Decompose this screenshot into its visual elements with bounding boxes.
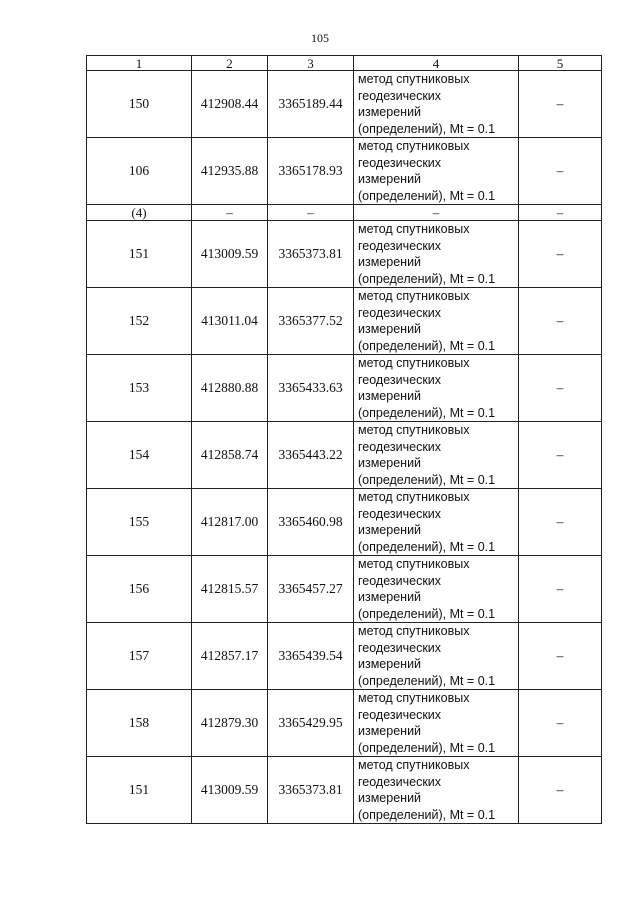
method-line: (определений), Mt = 0.1 bbox=[358, 539, 496, 554]
page-number: 105 bbox=[311, 31, 329, 45]
method-cell bbox=[354, 138, 519, 205]
method-cell bbox=[354, 556, 519, 623]
method-line: измерений bbox=[358, 724, 422, 738]
method-line: (определений), Mt = 0.1 bbox=[358, 606, 496, 621]
method-line: (определений), Mt = 0.1 bbox=[358, 121, 496, 136]
separator-y-cell: – bbox=[268, 205, 354, 221]
point-number-cell: 153 bbox=[87, 355, 192, 422]
method-cell bbox=[354, 288, 519, 355]
method-line: метод спутниковых bbox=[358, 490, 470, 504]
header-cell-5: 5 bbox=[519, 56, 602, 71]
x-coordinate-cell: 412908.44 bbox=[192, 71, 268, 138]
point-number-cell: 156 bbox=[87, 556, 192, 623]
note-cell: – bbox=[519, 623, 602, 690]
method-line: измерений bbox=[358, 322, 422, 336]
method-line: геодезических bbox=[358, 88, 442, 103]
point-number-cell: 151 bbox=[87, 757, 192, 824]
method-line: (определений), Mt = 0.1 bbox=[358, 405, 496, 420]
table-row bbox=[87, 489, 602, 556]
method-line: метод спутниковых bbox=[358, 758, 470, 772]
method-line: (определений), Mt = 0.1 bbox=[358, 472, 496, 487]
method-line: (определений), Mt = 0.1 bbox=[358, 188, 496, 203]
point-number-cell: 151 bbox=[87, 221, 192, 288]
point-number-cell: 158 bbox=[87, 690, 192, 757]
note-cell: – bbox=[519, 556, 602, 623]
point-number-cell: 150 bbox=[87, 71, 192, 138]
method-line: измерений bbox=[358, 657, 422, 671]
note-cell: – bbox=[519, 221, 602, 288]
method-line: метод спутниковых bbox=[358, 139, 470, 153]
method-line: (определений), Mt = 0.1 bbox=[358, 271, 496, 286]
note-cell: – bbox=[519, 355, 602, 422]
method-line: измерений bbox=[358, 456, 422, 470]
method-line: (определений), Mt = 0.1 bbox=[358, 807, 496, 822]
x-coordinate-cell: 413009.59 bbox=[192, 757, 268, 824]
method-line: геодезических bbox=[358, 774, 442, 789]
note-cell: – bbox=[519, 690, 602, 757]
y-coordinate-cell: 3365457.27 bbox=[268, 556, 354, 623]
note-cell: – bbox=[519, 138, 602, 205]
table-row bbox=[87, 221, 602, 288]
coordinates-table bbox=[86, 55, 602, 824]
x-coordinate-cell: 412815.57 bbox=[192, 556, 268, 623]
table-row bbox=[87, 138, 602, 205]
table-row bbox=[87, 556, 602, 623]
method-line: геодезических bbox=[358, 439, 442, 454]
x-coordinate-cell: 412879.30 bbox=[192, 690, 268, 757]
point-number-cell: 152 bbox=[87, 288, 192, 355]
method-line: метод спутниковых bbox=[358, 423, 470, 437]
point-number-cell: 155 bbox=[87, 489, 192, 556]
x-coordinate-cell: 412858.74 bbox=[192, 422, 268, 489]
y-coordinate-cell: 3365189.44 bbox=[268, 71, 354, 138]
x-coordinate-cell: 412817.00 bbox=[192, 489, 268, 556]
y-coordinate-cell: 3365373.81 bbox=[268, 221, 354, 288]
method-cell bbox=[354, 757, 519, 824]
y-coordinate-cell: 3365377.52 bbox=[268, 288, 354, 355]
method-line: измерений bbox=[358, 105, 422, 119]
method-line: метод спутниковых bbox=[358, 691, 470, 705]
header-cell-1: 1 bbox=[87, 56, 192, 71]
y-coordinate-cell: 3365373.81 bbox=[268, 757, 354, 824]
point-number-cell: 154 bbox=[87, 422, 192, 489]
note-cell: – bbox=[519, 757, 602, 824]
table-row bbox=[87, 690, 602, 757]
method-line: метод спутниковых bbox=[358, 624, 470, 638]
table-row bbox=[87, 422, 602, 489]
x-coordinate-cell: 412857.17 bbox=[192, 623, 268, 690]
separator-x-cell: – bbox=[192, 205, 268, 221]
method-line: геодезических bbox=[358, 372, 442, 387]
header-cell-3: 3 bbox=[268, 56, 354, 71]
x-coordinate-cell: 413011.04 bbox=[192, 288, 268, 355]
method-line: геодезических bbox=[358, 707, 442, 722]
method-line: метод спутниковых bbox=[358, 356, 470, 370]
method-line: измерений bbox=[358, 172, 422, 186]
method-line: геодезических bbox=[358, 573, 442, 588]
separator-point-cell: (4) bbox=[87, 205, 192, 221]
point-number-cell: 157 bbox=[87, 623, 192, 690]
table-row bbox=[87, 288, 602, 355]
x-coordinate-cell: 412935.88 bbox=[192, 138, 268, 205]
table-row bbox=[87, 623, 602, 690]
y-coordinate-cell: 3365178.93 bbox=[268, 138, 354, 205]
method-line: геодезических bbox=[358, 238, 442, 253]
method-cell bbox=[354, 355, 519, 422]
method-line: измерений bbox=[358, 389, 422, 403]
method-cell bbox=[354, 422, 519, 489]
method-line: геодезических bbox=[358, 305, 442, 320]
method-cell bbox=[354, 221, 519, 288]
method-line: (определений), Mt = 0.1 bbox=[358, 673, 496, 688]
note-cell: – bbox=[519, 288, 602, 355]
table-row bbox=[87, 71, 602, 138]
method-cell bbox=[354, 489, 519, 556]
note-cell: – bbox=[519, 71, 602, 138]
x-coordinate-cell: 413009.59 bbox=[192, 221, 268, 288]
y-coordinate-cell: 3365439.54 bbox=[268, 623, 354, 690]
contour-separator-row bbox=[87, 205, 602, 221]
method-line: геодезических bbox=[358, 155, 442, 170]
method-cell bbox=[354, 71, 519, 138]
method-line: геодезических bbox=[358, 640, 442, 655]
separator-method-cell: – bbox=[354, 205, 519, 221]
table-row bbox=[87, 757, 602, 824]
note-cell: – bbox=[519, 422, 602, 489]
header-row bbox=[87, 56, 602, 71]
method-line: измерений bbox=[358, 590, 422, 604]
y-coordinate-cell: 3365429.95 bbox=[268, 690, 354, 757]
method-line: метод спутниковых bbox=[358, 289, 470, 303]
header-cell-2: 2 bbox=[192, 56, 268, 71]
header-cell-4: 4 bbox=[354, 56, 519, 71]
method-line: измерений bbox=[358, 255, 422, 269]
note-cell: – bbox=[519, 489, 602, 556]
method-cell bbox=[354, 623, 519, 690]
y-coordinate-cell: 3365460.98 bbox=[268, 489, 354, 556]
method-line: (определений), Mt = 0.1 bbox=[358, 338, 496, 353]
method-line: (определений), Mt = 0.1 bbox=[358, 740, 496, 755]
point-number-cell: 106 bbox=[87, 138, 192, 205]
method-line: метод спутниковых bbox=[358, 72, 470, 86]
method-cell bbox=[354, 690, 519, 757]
x-coordinate-cell: 412880.88 bbox=[192, 355, 268, 422]
method-line: измерений bbox=[358, 791, 422, 805]
y-coordinate-cell: 3365443.22 bbox=[268, 422, 354, 489]
method-line: измерений bbox=[358, 523, 422, 537]
separator-note-cell: – bbox=[519, 205, 602, 221]
method-line: геодезических bbox=[358, 506, 442, 521]
method-line: метод спутниковых bbox=[358, 557, 470, 571]
y-coordinate-cell: 3365433.63 bbox=[268, 355, 354, 422]
method-line: метод спутниковых bbox=[358, 222, 470, 236]
table-row bbox=[87, 355, 602, 422]
